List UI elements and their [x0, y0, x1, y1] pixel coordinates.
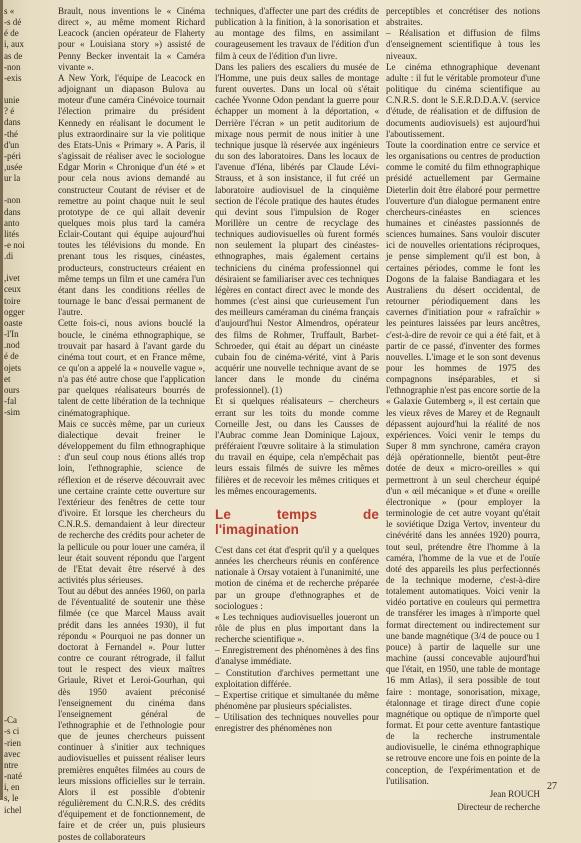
margin-fragment-line: s dé-: [4, 17, 22, 28]
column-1-paragraph: Tout au début des années 1960, on parla de l'éventualité de soutenir une thèse filmée (ce que Marcel Mauss avait prédit dans les années 1930), il fut répondu « Pourquoi ne pas donner un doctorat à Fernandel ». Pour lutter contre ce courant rétrograde, il fallut tout le respect des vieux maîtres Griaule, Rivet et Leroi-Gourhan, qui dès 1950 avaient préconisé l'enseignement du cinéma dans l'enseignement général de l'ethnographie et de l'ethnologie pour que de jeunes chercheurs puissent continuer à s'initier aux techniques audiovisuelles et puissent réaliser leurs premières enquêtes filmées au cours de leurs missions officielles sur le terrain. Alors il est possible d'obtenir régulièrement du C.N.R.S. des crédits d'équipement et de fonctionnement, de faire et de créer un, puis plusieurs postes de collaborateurs: [58, 586, 205, 842]
margin-fragment-line: non-: [4, 61, 21, 72]
column-2-paragraph: – Expertise critique et simultanée du même phénomène par plusieurs spécialistes.: [215, 689, 379, 712]
column-2-paragraph: – Enregistrement des phénomènes à des fins d'analyse immédiate.: [215, 645, 379, 667]
margin-fragment-line: e noi-: [4, 239, 25, 250]
author-title: Directeur de recherche: [457, 802, 540, 813]
margin-fragment-line: di.: [4, 251, 14, 262]
margin-fragment-line: [4, 184, 48, 195]
margin-fragment-line: [4, 704, 48, 715]
column-2: [205, 6, 379, 735]
column-1-paragraph: Mais ce succès même, par un curieux dialectique devait freiner le développement du film ethnographique : d'un seul coup nous étions allés trop loin, l'ethnographie, science de réflexion et de réserve découvrait avec une certaine crainte cette ouverture sur l'extérieur des fenêtres de cette tour d'ivoire. Et lorsque les chercheurs du C.N.R.S. demandaient à leur directeur de recherche des crédits pour acheter de la pellicule ou pour louer une caméra, il leur était souvent répondu que l'argent de l'Etat devait être réservé à des activités plus sérieuses.: [58, 418, 205, 585]
margin-fragment-line: [4, 528, 48, 539]
margin-fragment-line: ours: [4, 384, 20, 395]
margin-fragment-line: non-: [4, 195, 21, 206]
margin-fragment-line: naté-: [4, 771, 22, 782]
margin-fragment-line: oaste: [4, 317, 23, 328]
author-name: Jean ROUCH: [489, 788, 540, 799]
column-2-paragraph: techniques, d'affecter une part des crédits de publication à la finition, à la sonorisation et au montage des films, en assimilant courageusement les travaux de l'édition d'un film à ceux de l'édition d'un livre.: [215, 6, 379, 61]
margin-fragment-line: [4, 649, 48, 660]
margin-fragment-line: usée,: [4, 162, 23, 173]
margin-fragment-line: [4, 451, 48, 462]
margin-fragment-line: péri-: [4, 150, 21, 161]
margin-fragment-line: [4, 517, 48, 528]
margin-fragment-line: i, aux: [4, 39, 24, 50]
margin-fragment-line: [4, 462, 48, 473]
margin-fragment-line: [4, 660, 48, 671]
margin-fragment-line: [4, 84, 48, 95]
margin-fragment-line: [4, 429, 48, 440]
margin-fragment-line: [4, 495, 48, 506]
margin-fragment-line: dans: [4, 206, 21, 217]
margin-fragment-line: Ca-: [4, 715, 17, 726]
section-heading: Le temps de l'imagination: [215, 506, 379, 537]
margin-fragment-line: ogger: [4, 306, 25, 317]
column-3: [380, 6, 540, 813]
margin-fragment-line: i, en: [4, 782, 20, 793]
margin-fragment-line: [4, 539, 48, 550]
margin-fragment-line: [4, 671, 48, 682]
margin-fragment-line: [4, 605, 48, 616]
margin-fragment-line: [4, 561, 48, 572]
margin-fragment-line: [4, 627, 48, 638]
margin-fragment-line: é de: [4, 28, 19, 39]
column-3-paragraph: Le cinéma ethnographique devenant adulte : il fut le véritable promoteur d'une politique du cinéma scientifique au C.N.R.S. dont le S.E.R.D.D.A.V. (service d'étude, de réalisation et de diffusion de documents audiovisuels) est aujourd'hui l'aboutissement.: [386, 61, 540, 139]
margin-fragment-line: [4, 693, 48, 704]
margin-fragment-line: as de: [4, 50, 23, 61]
column-2-paragraph: – Utilisation des techniques nouvelles pour enregistrer des phénomènes non: [215, 712, 379, 734]
column-2-paragraph: Et si quelques réalisateurs – chercheurs errant sur les toits du monde comme Corneille Jest, ou dans les Causses de l'Aubrac comme Jean Dominique Lajoux, préféraient l'œuvre solitaire à la stimulation du travail en équipe, cela n'empêchait pas leurs essais filmés de suivre les mêmes filières et de recevoir les mêmes critiques et les mêmes encouragements.: [215, 396, 379, 496]
page-binding-edge: [0, 0, 3, 800]
margin-fragment-line: é ?: [4, 106, 15, 117]
margin-fragment-line: exis-: [4, 72, 22, 83]
margin-fragment-line: ur la: [4, 173, 21, 184]
margin-fragment-line: [4, 418, 48, 429]
margin-fragment-line: thé-: [4, 128, 18, 139]
margin-fragment-line: ichel: [4, 804, 22, 815]
margin-fragment-line: ojets: [4, 362, 21, 373]
margin-fragment-line: sim-: [4, 407, 21, 418]
margin-fragment-line: [4, 484, 48, 495]
page-number: 27: [547, 781, 557, 792]
left-margin-fragments: [4, 6, 48, 816]
column-3-paragraph: – Réalisation et diffusion de films d'enseignement scientifique à tous les niveaux.: [386, 28, 540, 61]
margin-fragment-line: [4, 572, 48, 583]
margin-fragment-line: unie: [4, 95, 20, 106]
margin-fragment-line: anto: [4, 217, 20, 228]
margin-fragment-line: ivet,: [4, 273, 20, 284]
column-1: [58, 6, 205, 843]
margin-fragment-line: » s: [4, 6, 15, 16]
column-3-paragraph: perceptibles et concrétiser des notions abstraites.: [386, 6, 540, 28]
margin-fragment-line: et: [4, 373, 11, 384]
margin-fragment-line: rien-: [4, 737, 21, 748]
margin-fragment-line: [4, 473, 48, 484]
column-2-paragraph: Dans les paliers des escaliers du musée de l'Homme, une puis deux salles de montage furent ouvertes. Dans un local où s'était cachée Yvonne Odon pendant la guerre pour échapper un moment à la déportation, « Derrière l'écran » un petit auditorium de mixage nous permit de nous initier à une technique jusque là réservée aux ingénieurs du son des laboratoires. Dans les locaux de l'avenue d'Iéna, libérés par Claude Lévi-Strauss, et à son insistance, il fut créé un laboratoire audiovisuel de la cinquième section de l'école pratique des hautes études qui devint sous l'impulsion de Roger Morillère un centre de recyclage des techniques audiovisuelles où furent formés non seulement la plupart des cinéastes-ethnographes, mais également certains techniciens du cinéma professionnel qui désiraient se familiariser avec ces techniques légères en contact direct avec le monde des hommes (c'est ainsi que curieusement l'un des meilleurs caméraman du cinéma français d'aujourd'hui Nestor Almendros, opérateur des films de Rohmer, Truffault, Barbet-Schroeder, qui était au départ un cinéaste cubain fou de cinéma-vérité, vint à Paris acquérir une nouvelle technique avant de se lancer dans le monde du cinéma professionnel). (1): [215, 61, 379, 396]
margin-fragment-line: [4, 616, 48, 627]
margin-fragment-line: nod.: [4, 340, 20, 351]
column-1-paragraph: Brault, nous inventions le « Cinéma direct », au même moment Richard Leacock (ancien opérateur de Flaherty pour « Louisiana story ») assisté de Penny Becker inventait la « Caméra vivante ».: [58, 6, 205, 72]
margin-fragment-line: [4, 550, 48, 561]
margin-fragment-line: s ci-: [4, 726, 20, 737]
margin-fragment-line: toire: [4, 295, 21, 306]
margin-fragment-line: [4, 262, 48, 273]
margin-fragment-line: lités: [4, 228, 19, 239]
margin-fragment-line: ceux: [4, 284, 21, 295]
column-1-paragraph: Cette fois-ci, nous avions bouclé la boucle, le cinéma ethnographique, se trouvait par hasard à l'avant garde du cinéma tout court, et en France même, ce qu'on a appelé la « nouvelle vague », n'a pas été autre chose que l'application par quelques réalisateurs bourrés de talent de cette libération de la technique cinématographique.: [58, 318, 205, 418]
margin-fragment-line: l'In-: [4, 329, 19, 340]
column-2-paragraph: – Constitution d'archives permettant une exploitation différée.: [215, 667, 379, 689]
margin-fragment-line: [4, 638, 48, 649]
margin-fragment-line: [4, 440, 48, 451]
margin-fragment-line: [4, 506, 48, 517]
margin-fragment-line: d'un: [4, 139, 20, 150]
column-2-paragraph: « Les techniques audiovisuelles joueront un rôle de plus en plus important dans la recherche scientifique ».: [215, 611, 379, 645]
margin-fragment-line: [4, 682, 48, 693]
margin-fragment-line: [4, 594, 48, 605]
margin-fragment-line: [4, 583, 48, 594]
margin-fragment-line: avec: [4, 748, 21, 759]
margin-fragment-line: fal-: [4, 396, 17, 406]
column-1-paragraph: A New York, l'équipe de Leacock en adjoignant un diapason Bulova au moteur d'une caméra Cinévoice tournait l'élection primaire du président Kennedy en réalisant le document le plus extraordinaire sur la vie politique des Etats-Unis « Primary ». A Paris, il s'agissait de réaliser avec le sociologue Edgar Morin « Chronique d'un été » et pour cela nous avions demandé au constructeur Coutant de réviser et de remettre au point chaque nuit le seul prototype de ce qui allait devenir quelques mois plus tard la caméra Eclair-Coutant qui équipe aujourd'hui toutes les télévisions du monde. En prenant tous les risques, cinéastes, producteurs, constructeurs créaient en même temps un film et une caméra l'un étant dans les conditions réelles de tournage le banc d'essai permanent de l'autre.: [58, 72, 205, 318]
margin-fragment-line: s, le: [4, 793, 19, 804]
column-3-paragraph: Toute la coordination entre ce service et les organisations ou centres de production comme le comité du film ethnographique présidé actuellement par Germaine Dieterlin doit être élaboré pour permettre l'ouverture d'un dialogue permanent entre chercheurs-cinéastes en sciences humaines et cinéastes passionnés de sciences humaines. Sans vouloir discuter ici de nouvelles orientations réciproques, je pense simplement qu'il est bon, à certaines périodes, comme le font les Dogons de la falaise Bandiagara et les Australiens du désert occidental, de retourner périodiquement dans les cavernes d'initiation pour « rafraîchir » les peintures laissées par leurs ancêtres, c'est-à-dire de revoir ce qui a été fait, et à partir de ce passé, d'inventer des formes nouvelles. L'image et le son sont devenus pour les hommes de 1975 des compagnons inséparables, et si l'ethnographie n'est pas encore sortie de la « Galaxie Gutemberg », il est certain que les vieux rêves de Marey et de Regnault dépassent aujourd'hui la réalité de nos expériences. Voici venir le temps du Super 8 mm synchrone, caméra crayon déjà opérationnelle, bientôt peut-être dotée de deux « micro-oreilles » qui permettront à un seul chercheur équipé d'un « œil mécanique » et d'une « oreille électronique » (pour employer la terminologie de cet autre voyant qu'était le soviétique Dziga Vertov, inventeur du cinévérité dans les années 1920) pourra, tout seul, prétendre être l'homme à la caméra, l'homme de la vue et de l'ouïe doté des appareils les plus perfectionnés de la technique moderne, c'est-à-dire totalement automatiques. Voici venir la vidéo portative en couleurs qui permettra de transférer les images à n'importe quel format directement ou indirectement sur une bande magnétique (3/4 de pouce ou 1 pouce) à partir de laquelle sur une machine (aussi concevable aujourd'hui que l'était, en 1950, une table de montage 16 mm Atlas), il sera possible de tout faire : montage, sonorisation, mixage, étalonnage et tirage direct d'une copie magnétique ou optique de n'importe quel format. Et pour cette aventure fantastique de la recherche instrumentale audiovisuelle, le cinéma ethnographique se retrouve encore une fois en pointe de la conception, de l'expérimentation et de l'utilisation.: [386, 139, 540, 786]
margin-fragment-line: dans: [4, 117, 21, 128]
margin-fragment-line: ntre: [4, 759, 18, 770]
margin-fragment-line: é de: [4, 351, 19, 362]
column-2-paragraph: C'est dans cet état d'esprit qu'il y a quelques années les chercheurs réunis en conférence nationale à Orsay votaient à l'unanimité, une motion de cinéma et de recherche préparée par un groupe d'ethnographes et de sociologues :: [215, 544, 379, 611]
